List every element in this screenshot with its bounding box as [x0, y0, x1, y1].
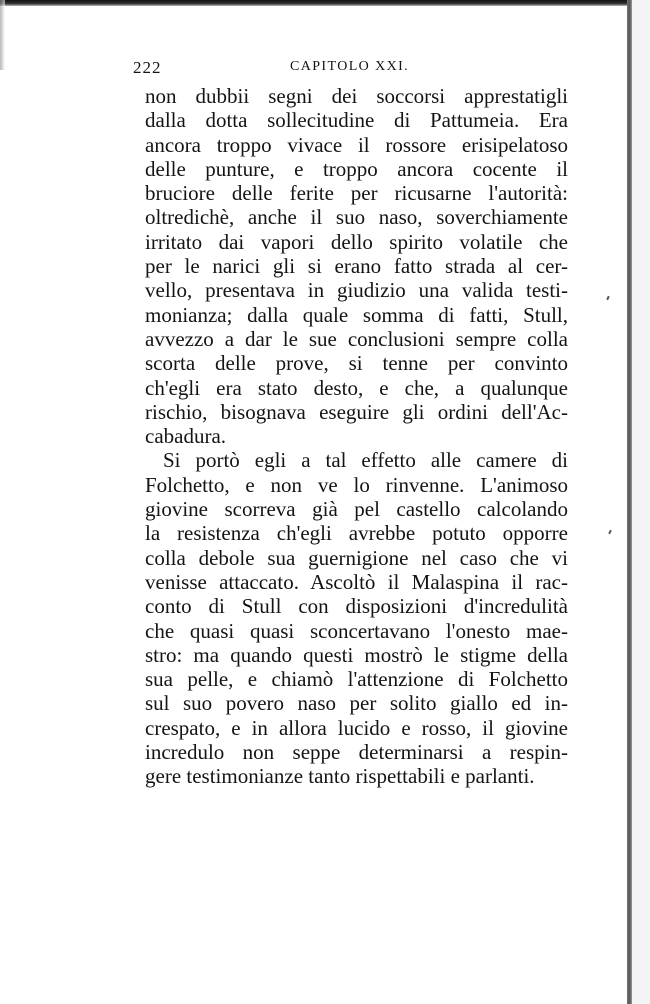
- text-line: gere testimonianze tanto rispettabili e parlanti.: [145, 764, 535, 789]
- text-line: conto di Stull con disposizioni d'incredulità: [145, 594, 568, 619]
- text-line: monianza; dalla quale somma di fatti, Stull,: [145, 302, 568, 327]
- page-number: 222: [133, 58, 162, 77]
- text-line: la resistenza ch'egli avrebbe potuto opporre: [145, 521, 568, 546]
- paragraph: [145, 84, 568, 448]
- scan-shadow-left: [0, 0, 5, 70]
- text-line: cabadura.: [145, 424, 227, 449]
- text-line: avvezzo a dar le sue conclusioni sempre colla: [145, 326, 568, 351]
- text-line: delle punture, e troppo ancora cocente il: [145, 156, 568, 181]
- text-line: vello, presentava in giudizio una valida testi-: [145, 278, 568, 303]
- paragraph: [145, 448, 568, 788]
- text-line: sul suo povero naso per solito giallo ed in-: [145, 691, 568, 716]
- text-line: ch'egli era stato desto, e che, a qualunque: [145, 375, 568, 400]
- text-line: che quasi quasi sconcertavano l'onesto mae-: [145, 618, 568, 643]
- text-line: sua pelle, e chiamò l'attenzione di Folchetto: [145, 667, 568, 692]
- text-line: giovine scorreva già pel castello calcolando: [145, 497, 568, 522]
- text-line: venisse attaccato. Ascoltò il Malaspina il rac-: [145, 569, 568, 594]
- paragraph-container: [145, 84, 568, 789]
- adjacent-page-margin: [632, 0, 650, 1004]
- body-text: [145, 84, 568, 789]
- text-line: irritato dai vapori dello spirito volatile che: [145, 229, 568, 254]
- text-line: incredulo non seppe determinarsi a respin-: [145, 740, 568, 765]
- text-line: colla debole sua guernigione nel caso che vi: [145, 545, 568, 570]
- text-line: Folchetto, e non ve lo rinvenne. L'animoso: [145, 472, 568, 497]
- text-line: dalla dotta sollecitudine di Pattumeia. Era: [145, 108, 568, 133]
- text-line: Si portò egli a tal effetto alle camere di: [163, 448, 568, 473]
- running-head: [133, 58, 573, 82]
- text-line: stro: ma quando questi mostrò le stigme della: [145, 642, 568, 667]
- text-line: scorta delle prove, si tenne per convinto: [145, 351, 568, 376]
- text-line: bruciore delle ferite per ricusarne l'autorità:: [145, 181, 568, 206]
- text-line: rischio, bisognava eseguire gli ordini dell'Ac-: [145, 399, 568, 424]
- text-line: non dubbii segni dei soccorsi apprestatigli: [145, 84, 568, 108]
- text-line: ancora troppo vivace il rossore erisipelatoso: [145, 132, 568, 157]
- text-line: per le narici gli si erano fatto strada al cer-: [145, 254, 568, 279]
- text-line: oltredichè, anche il suo naso, soverchiamente: [145, 205, 568, 230]
- chapter-title: CAPITOLO XXI.: [290, 59, 410, 74]
- scan-border-top: [0, 0, 650, 6]
- scan-speck: [606, 296, 610, 300]
- text-line: crespato, e in allora lucido e rosso, il giovine: [145, 715, 568, 740]
- scan-speck: [608, 530, 612, 534]
